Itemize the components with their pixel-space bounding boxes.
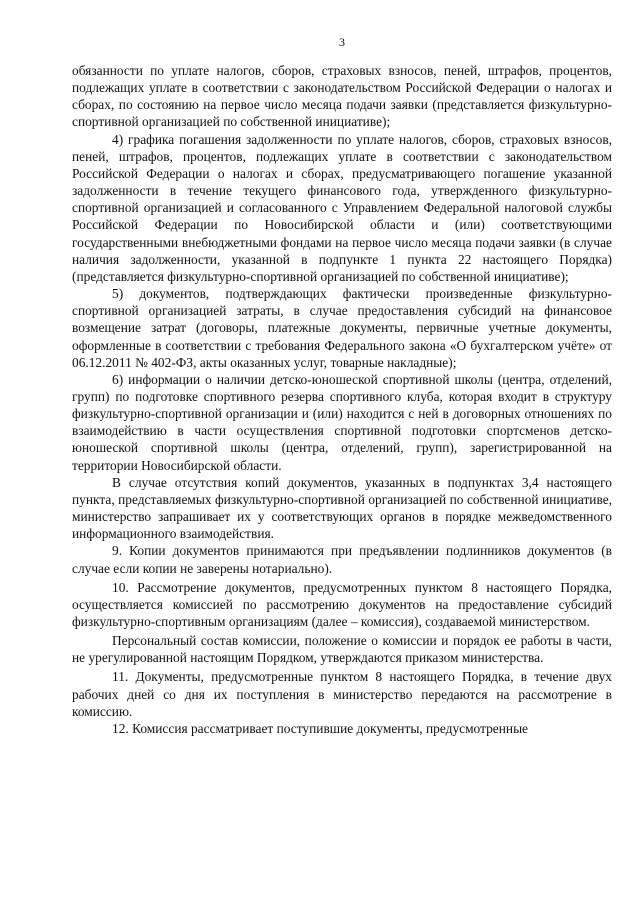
- paragraph-commission-composition: Персональный состав комиссии, положение о комиссии и порядок ее работы в части, не урегулированной настоящим Порядком, утверждаются приказом министерства.: [72, 633, 612, 666]
- paragraph-missing-copies: В случае отсутствия копий документов, указанных в подпунктах 3,4 настоящего пункта, представляемых физкультурно-спортивной организацией по собственной инициативе, министерство запрашивает их у соответствующих органов в порядке межведомственного информационного взаимодействия.: [72, 474, 612, 542]
- document-page: [72, 34, 612, 737]
- paragraph-clause-9: 9. Копии документов принимаются при предъявлении подлинников документов (в случае если копии не заверены нотариально).: [72, 543, 612, 576]
- paragraph-item-6: 6) информации о наличии детско-юношеской спортивной школы (центра, отделений, групп) по подготовке спортивного резерва спортивного клуба, которая входит в структуру физкультурно-спортивной организации и (или) находится с ней в договорных отношениях по взаимодействию в части осуществления спортивной подготовки спортсменов детско-юношеской спортивной школы (центра, отделений, групп), зарегистрированной на территории Новосибирской области.: [72, 371, 612, 473]
- paragraph-clause-11: 11. Документы, предусмотренные пунктом 8 настоящего Порядка, в течение двух рабочих дней со дня их поступления в министерство передаются на рассмотрение в комиссию.: [72, 669, 612, 719]
- page-number: 3: [339, 35, 345, 49]
- paragraph-item-4: 4) графика погашения задолженности по уплате налогов, сборов, страховых взносов, пеней, штрафов, процентов, подлежащих уплате в соответствии с законодательством Российской Федерации о налогах и сборах, предусматривающего погашение указанной задолженности в течение текущего финансового года, утвержденного физкультурно-спортивной организацией и согласованного с Управлением Федеральной налоговой службы Российской Федерации по Новосибирской области и (или) соответствующими государственными внебюджетными фондами на первое число месяца подачи заявки (в случае наличия задолженности, указанной в подпункте 1 пункта 22 настоящего Порядка) (представляется физкультурно-спортивной организацией по собственной инициативе);: [72, 131, 612, 284]
- paragraph-clause-12: 12. Комиссия рассматривает поступившие документы, предусмотренные: [112, 720, 529, 736]
- paragraph-clause-10: 10. Рассмотрение документов, предусмотренных пунктом 8 настоящего Порядка, осуществляется комиссией по рассмотрению документов на предоставление субсидий физкультурно-спортивным организациям (далее – комиссия), создаваемой министерством.: [72, 579, 612, 629]
- paragraph-continuation: обязанности по уплате налогов, сборов, страховых взносов, пеней, штрафов, процентов, подлежащих уплате в соответствии с законодательством Российской Федерации о налогах и сборах, по состоянию на первое число месяца подачи заявки (представляется физкультурно-спортивной организацией по собственной инициативе);: [72, 63, 612, 130]
- paragraph-item-5: 5) документов, подтверждающих фактически произведенные физкультурно-спортивной организацией затраты, в случае предоставления субсидий на финансовое возмещение затрат (договоры, платежные документы, первичные учетные документы, оформленные в соответствии с требования Федерального закона «О бухгалтерском учёте» от 06.12.2011 № 402-ФЗ, акты оказанных услуг, товарные накладные);: [72, 286, 612, 370]
